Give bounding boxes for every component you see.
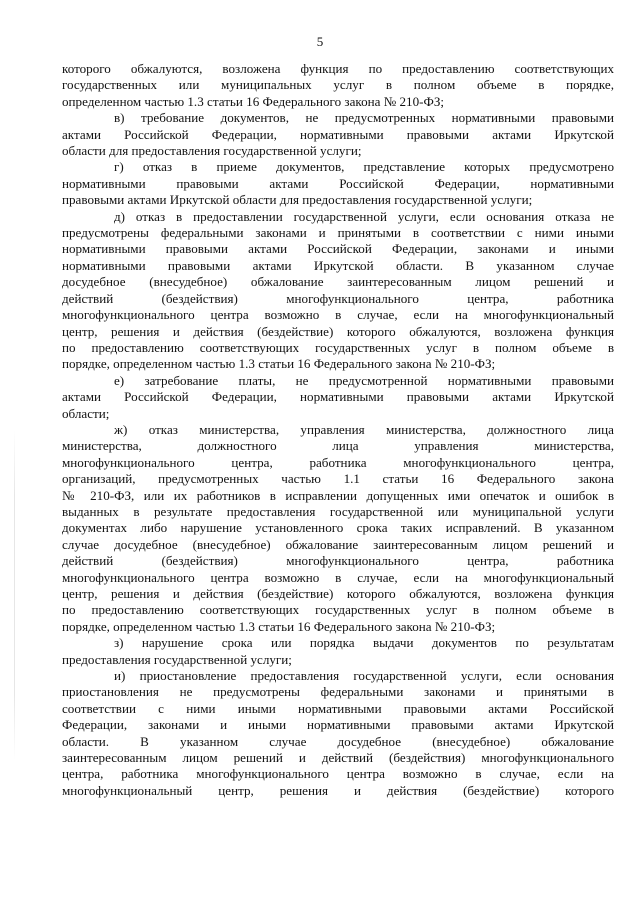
text-line: заинтересованным лицом решений и действий (бездействия) многофункционального bbox=[62, 750, 614, 766]
text-line: е) затребование платы, не предусмотренной нормативными правовыми bbox=[114, 372, 614, 388]
text-line: многофункционального центра, работника многофункционального центра, bbox=[62, 454, 614, 470]
text-line: з) нарушение срока или порядка выдачи документов по результатам bbox=[114, 635, 614, 651]
text-line: соответствии с ними иными нормативными правовыми актами Российской bbox=[62, 700, 614, 716]
paragraph-item-g bbox=[62, 159, 614, 208]
text-line: д) отказ в предоставлении государственной услуги, если основания отказа не bbox=[114, 208, 614, 224]
text-line: области; bbox=[62, 405, 110, 421]
text-line: предоставления государственной услуги; bbox=[62, 651, 292, 667]
text-line: нормативными правовыми актами Российской Федерации, законами и иными bbox=[62, 241, 614, 257]
paragraph-continuation bbox=[62, 61, 614, 110]
paragraph-item-z bbox=[62, 635, 614, 668]
text-line: государственных или муниципальных услуг в полном объеме в порядке, bbox=[62, 77, 614, 93]
document-body bbox=[62, 61, 614, 799]
text-line: области для предоставления государственной услуги; bbox=[62, 143, 362, 159]
text-line: многофункционального центра возможно в случае, если на многофункциональный bbox=[62, 569, 614, 585]
text-line: нормативными правовыми актами Российской Федерации, нормативными bbox=[62, 175, 614, 191]
text-line: министерства, должностного лица управления министерства, bbox=[62, 438, 614, 454]
text-line: по предоставлению соответствующих государственных услуг в полном объеме в bbox=[62, 602, 614, 618]
text-line: действий (бездействия) многофункционального центра, работника bbox=[62, 290, 614, 306]
text-line: № 210-ФЗ, или их работников в исправлении допущенных ими опечаток и ошибок в bbox=[62, 487, 614, 503]
paragraph-item-v bbox=[62, 110, 614, 159]
text-line: досудебное (внесудебное) обжалование заинтересованным лицом решений и bbox=[62, 274, 614, 290]
text-line: Федерации, законами и иными нормативными правовыми актами Иркутской bbox=[62, 717, 614, 733]
text-line: приостановления не предусмотрены федеральными законами и принятыми в bbox=[62, 684, 614, 700]
text-line: организаций, предусмотренных частью 1.1 статьи 16 Федерального закона bbox=[62, 471, 614, 487]
text-line: определенном частью 1.3 статьи 16 Федерального закона № 210-ФЗ; bbox=[62, 93, 445, 109]
paragraph-item-d bbox=[62, 209, 614, 373]
text-line: центр, решения и действия (бездействие) которого обжалуются, возложена функция bbox=[62, 586, 614, 601]
text-line: г) отказ в приеме документов, представление которых предусмотрено bbox=[114, 159, 614, 175]
page-number: 5 bbox=[316, 34, 324, 49]
text-line: центра, работника многофункционального центра возможно в случае, если на bbox=[62, 766, 614, 782]
paragraph-item-e bbox=[62, 373, 614, 422]
text-line: ж) отказ министерства, управления министерства, должностного лица bbox=[114, 421, 614, 437]
text-line: порядке, определенном частью 1.3 статьи 16 Федерального закона № 210-ФЗ; bbox=[62, 356, 496, 372]
text-line: которого обжалуются, возложена функция по предоставлению соответствующих bbox=[62, 61, 614, 76]
text-line: по предоставлению соответствующих государственных услуг в полном объеме в bbox=[62, 339, 614, 355]
paragraph-item-i bbox=[62, 668, 614, 799]
paragraph-item-zh bbox=[62, 422, 614, 635]
scan-binding-shadow bbox=[14, 430, 15, 760]
text-line: документах либо нарушение установленного срока таких исправлений. В указанном bbox=[62, 520, 614, 536]
text-line: актами Российской Федерации, нормативными правовыми актами Иркутской bbox=[62, 126, 614, 142]
text-line: правовыми актами Иркутской области для предоставления государственной услуги; bbox=[62, 192, 533, 208]
text-line: действий (бездействия) многофункционального центра, работника bbox=[62, 553, 614, 569]
text-line: в) требование документов, не предусмотренных нормативными правовыми bbox=[114, 110, 614, 126]
text-line: случае досудебное (внесудебное) обжалование заинтересованным лицом решений и bbox=[62, 536, 614, 552]
text-line: центр, решения и действия (бездействие) которого обжалуются, возложена функция bbox=[62, 323, 614, 339]
text-line: области. В указанном случае досудебное (внесудебное) обжалование bbox=[62, 733, 614, 749]
text-line: нормативными правовыми актами Иркутской области. В указанном случае bbox=[62, 257, 614, 273]
text-line: порядке, определенном частью 1.3 статьи 16 Федерального закона № 210-ФЗ; bbox=[62, 618, 496, 634]
text-line: выданных в результате предоставления государственной или муниципальной услуги bbox=[62, 503, 614, 519]
text-line: и) приостановление предоставления государственной услуги, если основания bbox=[114, 668, 614, 684]
text-line: предусмотрены федеральными законами и принятыми в соответствии с ними иными bbox=[62, 225, 614, 241]
text-line: многофункционального центра возможно в случае, если на многофункциональный bbox=[62, 307, 614, 323]
text-line: многофункциональный центр, решения и действия (бездействие) которого bbox=[62, 782, 614, 798]
text-line: актами Российской Федерации, нормативными правовыми актами Иркутской bbox=[62, 389, 614, 405]
